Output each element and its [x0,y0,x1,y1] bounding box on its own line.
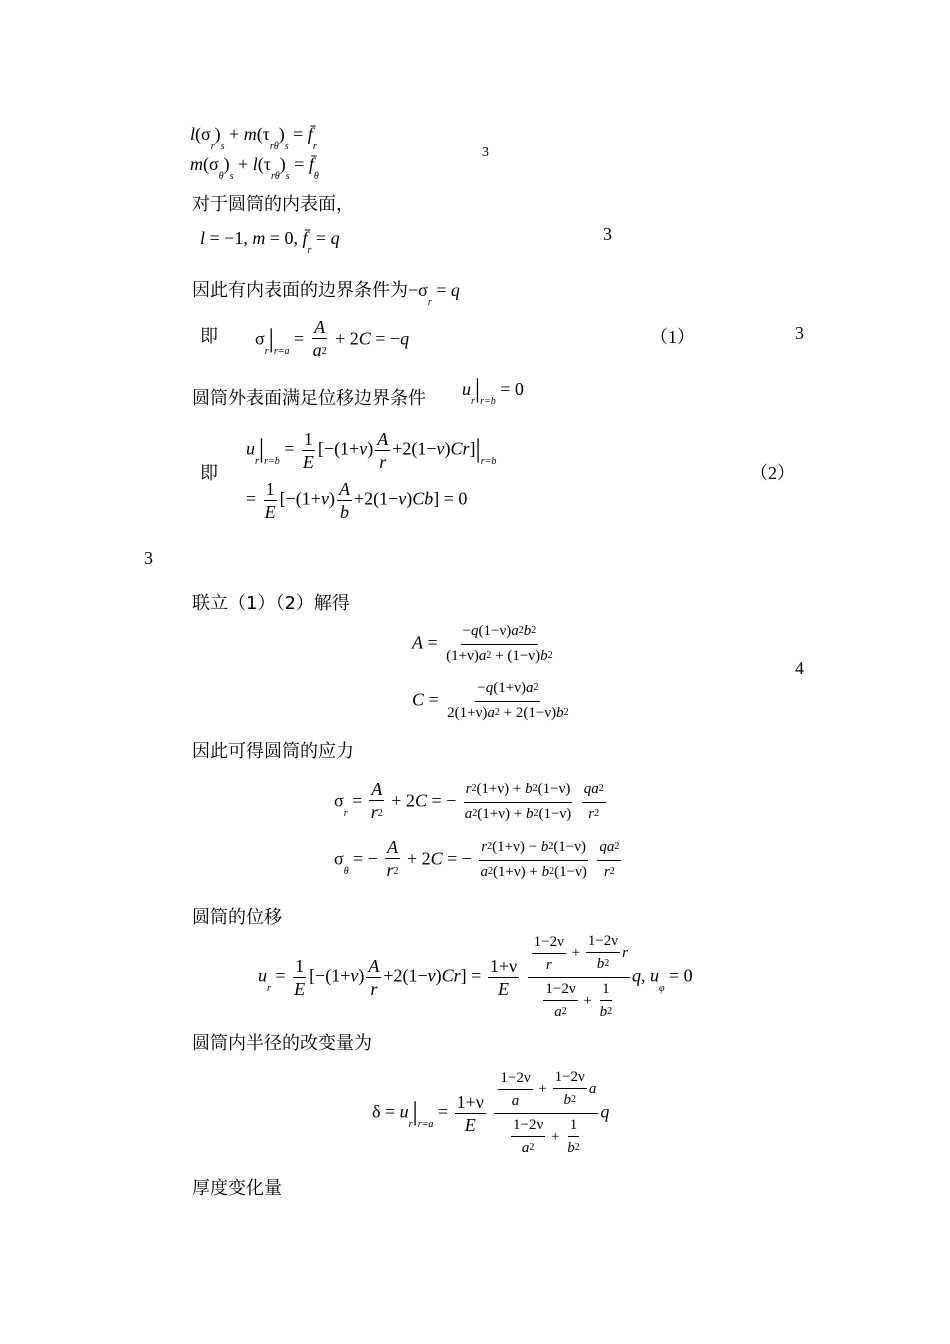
equation-2-label: （2） [750,463,795,483]
score-mark: 4 [795,658,804,678]
score-mark: 3 [603,224,612,244]
equation-1-label: （1） [650,327,695,347]
boundary-equation-1: $l(\sigma_r)_s + m(\tau_{r\theta})_s$ = $f̄_r$ [190,124,317,152]
boundary-equation-2: $m(\sigma_\theta)_s + l(\tau_{r\theta})_s$ = $f̄_\theta$ [190,154,319,182]
radius-change-equation: $\delta = u_r|_{r=a}$ = $\frac{1+\nu}{E}$ $\frac{1-2\nu}{a}$ + $\frac{1-2\nu}{b2}$ a $\frac{1-2\nu}{a2}$ + $\frac{1}{b2}$ q [372,1066,609,1161]
solution-A: A = $\frac{-q(1-\nu)a2b2}{(1+\nu)a2 + (1-\nu)b2}$ [412,620,557,669]
boundary-condition-text: 因此有内表面的边界条件为 [192,280,408,301]
stress-sigma-theta: $\sigma_\theta$ = − $\frac{A}{r2}$ + 2C = − $\frac{r2(1+\nu) - b2(1-\nu)}{a2(1+\nu) + b2(1-\nu)}$ $\frac{qa2}{r2}$ [334,837,620,880]
outer-surface-text: 圆筒外表面满足位移边界条件 [192,388,426,409]
displacement-text: 圆筒的位移 [192,907,282,928]
inner-surface-text: 对于圆筒的内表面， [192,194,354,215]
thickness-change-text: 厚度变化量 [192,1178,282,1199]
ji-label: 即 [200,463,218,484]
equation-2-line-1: $u_r|_{r=b}$ = $\frac{1}{E}$ [−(1+v) $\frac{A}{r}$ $+2(1-v)Cr]|_{r=b}$ [246,429,497,472]
score-mark: 3 [144,548,153,568]
score-mark: 3 [795,323,804,343]
boundary-condition-line: 因此有内表面的边界条件为$-\sigma_r = q$ [192,280,460,308]
solve-text: 联立（1）（2）解得 [192,593,350,614]
radius-change-text: 圆筒内半径的改变量为 [192,1033,372,1054]
stress-sigma-r: $\sigma_r$ = $\frac{A}{r2}$ + 2C = − $\frac{r2(1+\nu) + b2(1-\nu)}{a2(1+\nu) + b2(1-\nu)}$ $\frac{qa2}{r2}$ [334,779,604,822]
inner-surface-condition: l = −1, m = 0, $f̄_r = q$ [200,228,340,256]
ji-label: 即 [200,326,218,347]
solution-C: C = $\frac{-q(1+\nu)a2}{2(1+\nu)a2 + 2(1-\nu)b2}$ [412,677,573,726]
equation-1: $\sigma_r|_{r=a}$ = $\frac{A}{a2}$ + 2C = −q [255,317,410,360]
score-mark: 3 [482,145,489,160]
outer-surface-condition: $u_r|_{r=b} = 0$ [462,374,524,407]
stress-text: 因此可得圆筒的应力 [192,741,354,762]
displacement-equation: $u_r$ = $\frac{1}{E}$ [−(1+v) $\frac{A}{r}$ +2(1−v)Cr] = $\frac{1+\nu}{E}$ $\frac{1-2\nu}{r}$ + $\frac{1-2\nu}{b2}$ r $\frac{1-2\nu}{a2}$ + $\frac{1}{b2}$ q, $u_\varphi = 0$ [258,930,693,1025]
equation-2-line-2: = $\frac{1}{E}$ [−(1+v) $\frac{A}{b}$ +2(1−v)Cb] = 0 [246,479,468,522]
